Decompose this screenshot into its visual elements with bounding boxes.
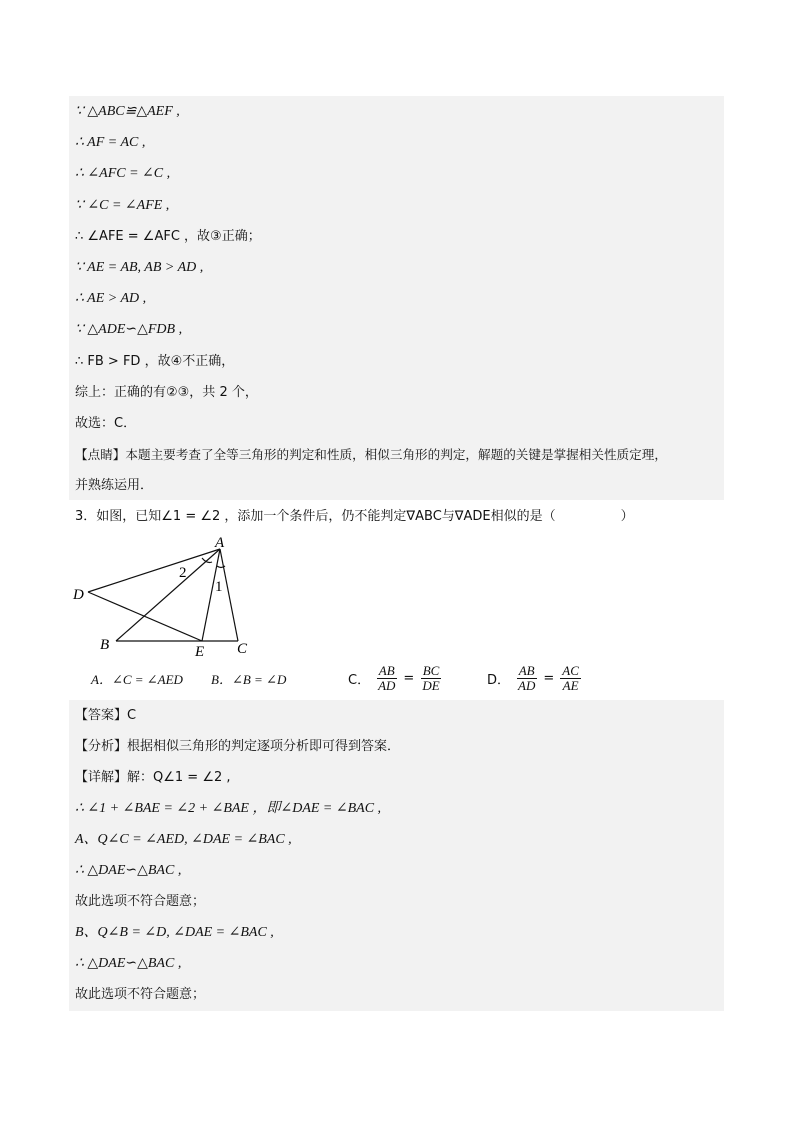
detail-line: ∴ △DAE∽△BAC , <box>75 863 182 878</box>
choice-line: 故选：C． <box>75 416 137 431</box>
detail-line: ∴ △DAE∽△BAC , <box>75 956 182 971</box>
proof-line: ∴ ∠AFC = ∠C , <box>75 166 171 181</box>
detail-line: 故此选项不符合题意； <box>75 894 206 909</box>
proof-line: ∴ AE > AD , <box>75 291 147 306</box>
detail-line: 【详解】解：Q∠1 = ∠2 , <box>75 770 231 785</box>
option-d[interactable]: D． $\frac{AB}{AD}$ = $\frac{AC}{AE}$ <box>487 662 579 693</box>
fraction: $\frac{BC}{DE}$ <box>422 662 440 693</box>
proof-line: ∴ ∠AFE = ∠AFC ，故③正确； <box>75 229 261 244</box>
answer-line: 【答案】C <box>75 708 137 723</box>
triangle-figure <box>70 535 270 657</box>
option-a[interactable]: A．∠C = ∠AED <box>91 671 183 687</box>
detail-line: ∴ ∠1 + ∠BAE = ∠2 + ∠BAE ，即∠DAE = ∠BAC , <box>75 801 382 816</box>
fraction: $\frac{AC}{AE}$ <box>562 662 579 693</box>
detail-line: 故此选项不符合题意； <box>75 987 206 1002</box>
proof-line: ∴ AF = AC , <box>75 135 146 150</box>
comment-line: 并熟练运用． <box>75 478 154 493</box>
proof-line: ∴ FB > FD ，故④不正确， <box>75 354 235 369</box>
question-3-text: 3．如图，已知∠1 = ∠2 ，添加一个条件后，仍不能判定∇ABC与∇ADE相似的是（ ） <box>75 509 634 524</box>
label-E: E <box>195 644 205 657</box>
label-A: A <box>215 535 225 551</box>
detail-line: B、Q∠B = ∠D, ∠DAE = ∠BAC , <box>75 925 274 940</box>
option-d-label: D． <box>487 672 511 688</box>
proof-line: ∵ ∠C = ∠AFE , <box>75 198 170 213</box>
label-B: B <box>100 637 110 653</box>
fraction: $\frac{AB}{AD}$ <box>518 662 536 693</box>
label-angle-1: 1 <box>215 579 223 595</box>
comment-line: 【点睛】本题主要考查了全等三角形的判定和性质，相似三角形的判定，解题的关键是掌握相关性质定理， <box>75 447 667 462</box>
summary-line: 综上：正确的有②③，共 2 个， <box>75 385 258 400</box>
solution-block-1 <box>69 96 724 500</box>
option-b[interactable]: B．∠B = ∠D <box>211 671 287 687</box>
analysis-line: 【分析】根据相似三角形的判定逐项分析即可得到答案． <box>75 739 401 754</box>
detail-line: A、Q∠C = ∠AED, ∠DAE = ∠BAC , <box>75 832 292 847</box>
proof-line: ∵ △ABC≌△AEF , <box>75 104 180 119</box>
option-c-label: C． <box>348 672 371 688</box>
fraction: $\frac{AB}{AD}$ <box>378 662 396 693</box>
label-angle-2: 2 <box>179 565 187 581</box>
option-c[interactable]: C． $\frac{AB}{AD}$ = $\frac{BC}{DE}$ <box>348 662 440 693</box>
label-C: C <box>237 641 248 657</box>
label-D: D <box>73 587 84 603</box>
proof-line: ∵ AE = AB, AB > AD , <box>75 260 204 275</box>
proof-line: ∵ △ADE∽△FDB , <box>75 322 183 337</box>
